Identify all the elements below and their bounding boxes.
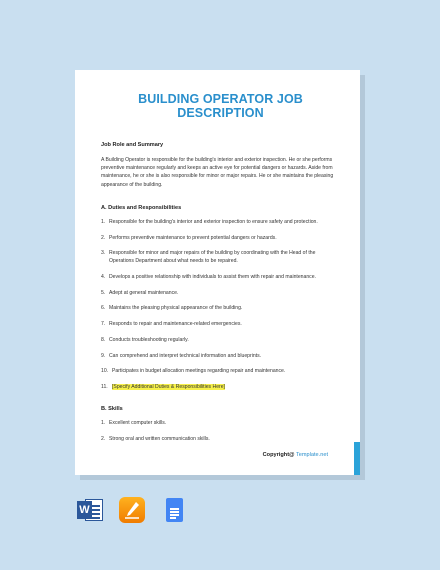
list-item: 8. Conducts troubleshooting regularly.: [101, 336, 189, 343]
list-item: 1. Excellent computer skills.: [101, 419, 167, 426]
list-item: 2. Performs preventive maintenance to prevent potential dangers or hazards.: [101, 234, 277, 241]
accent-bar: [354, 442, 360, 475]
duties-heading: A. Duties and Responsibilities: [101, 204, 182, 211]
list-item: 6. Maintains the pleasing physical appearance of the building.: [101, 305, 243, 312]
document-title: BUILDING OPERATOR JOB DESCRIPTION: [138, 92, 303, 120]
placeholder-highlight: [Specify Additional Duties & Responsibilities Here]: [112, 384, 225, 391]
duties-list: [101, 219, 340, 392]
pages-icon[interactable]: [119, 497, 145, 523]
google-docs-icon[interactable]: [161, 497, 187, 523]
document-page: [75, 70, 360, 475]
list-item: 11. [Specify Additional Duties & Responsibilities Here]: [101, 384, 225, 391]
app-icons: [77, 497, 187, 523]
list-item: 1. Responsible for the building's interior and exterior inspection to ensure safety and protection.: [101, 218, 318, 225]
list-item: 2. Strong oral and written communication skills.: [101, 435, 210, 442]
list-item: 7. Responds to repair and maintenance-related emergencies.: [101, 321, 242, 328]
template-link[interactable]: Template.net: [294, 452, 328, 458]
list-item: 9. Can comprehend and interpret technical information and blueprints.: [101, 352, 262, 359]
list-item: 5. Adept at general maintenance.: [101, 289, 179, 296]
list-item: 4. Develops a positive relationship with individuals to assist them with repair and maintenance.: [101, 273, 316, 280]
footer-copyright: Copyright@ Template.net: [262, 452, 328, 458]
word-icon[interactable]: W: [77, 497, 103, 523]
list-item: 3. Responsible for minor and major repairs of the building by coordinating with the Head of the Operations Department about what needs to be repaired.: [101, 250, 316, 264]
skills-heading: B. Skills: [101, 405, 123, 412]
role-summary: A Building Operator is responsible for the building's interior and exterior inspection. He or she performs preventive maintenance regularly and keeps an active eye for potential dangers or hazards. Aside from maintenance, he or she is also responsible for minor or major repairs. He or she maintains the pleasing appearance of the building.: [101, 157, 334, 188]
list-item: 10. Participates in budget allocation meetings regarding repair and maintenance.: [101, 368, 286, 375]
skills-list: [101, 420, 340, 443]
role-heading: Job Role and Summary: [101, 142, 164, 148]
